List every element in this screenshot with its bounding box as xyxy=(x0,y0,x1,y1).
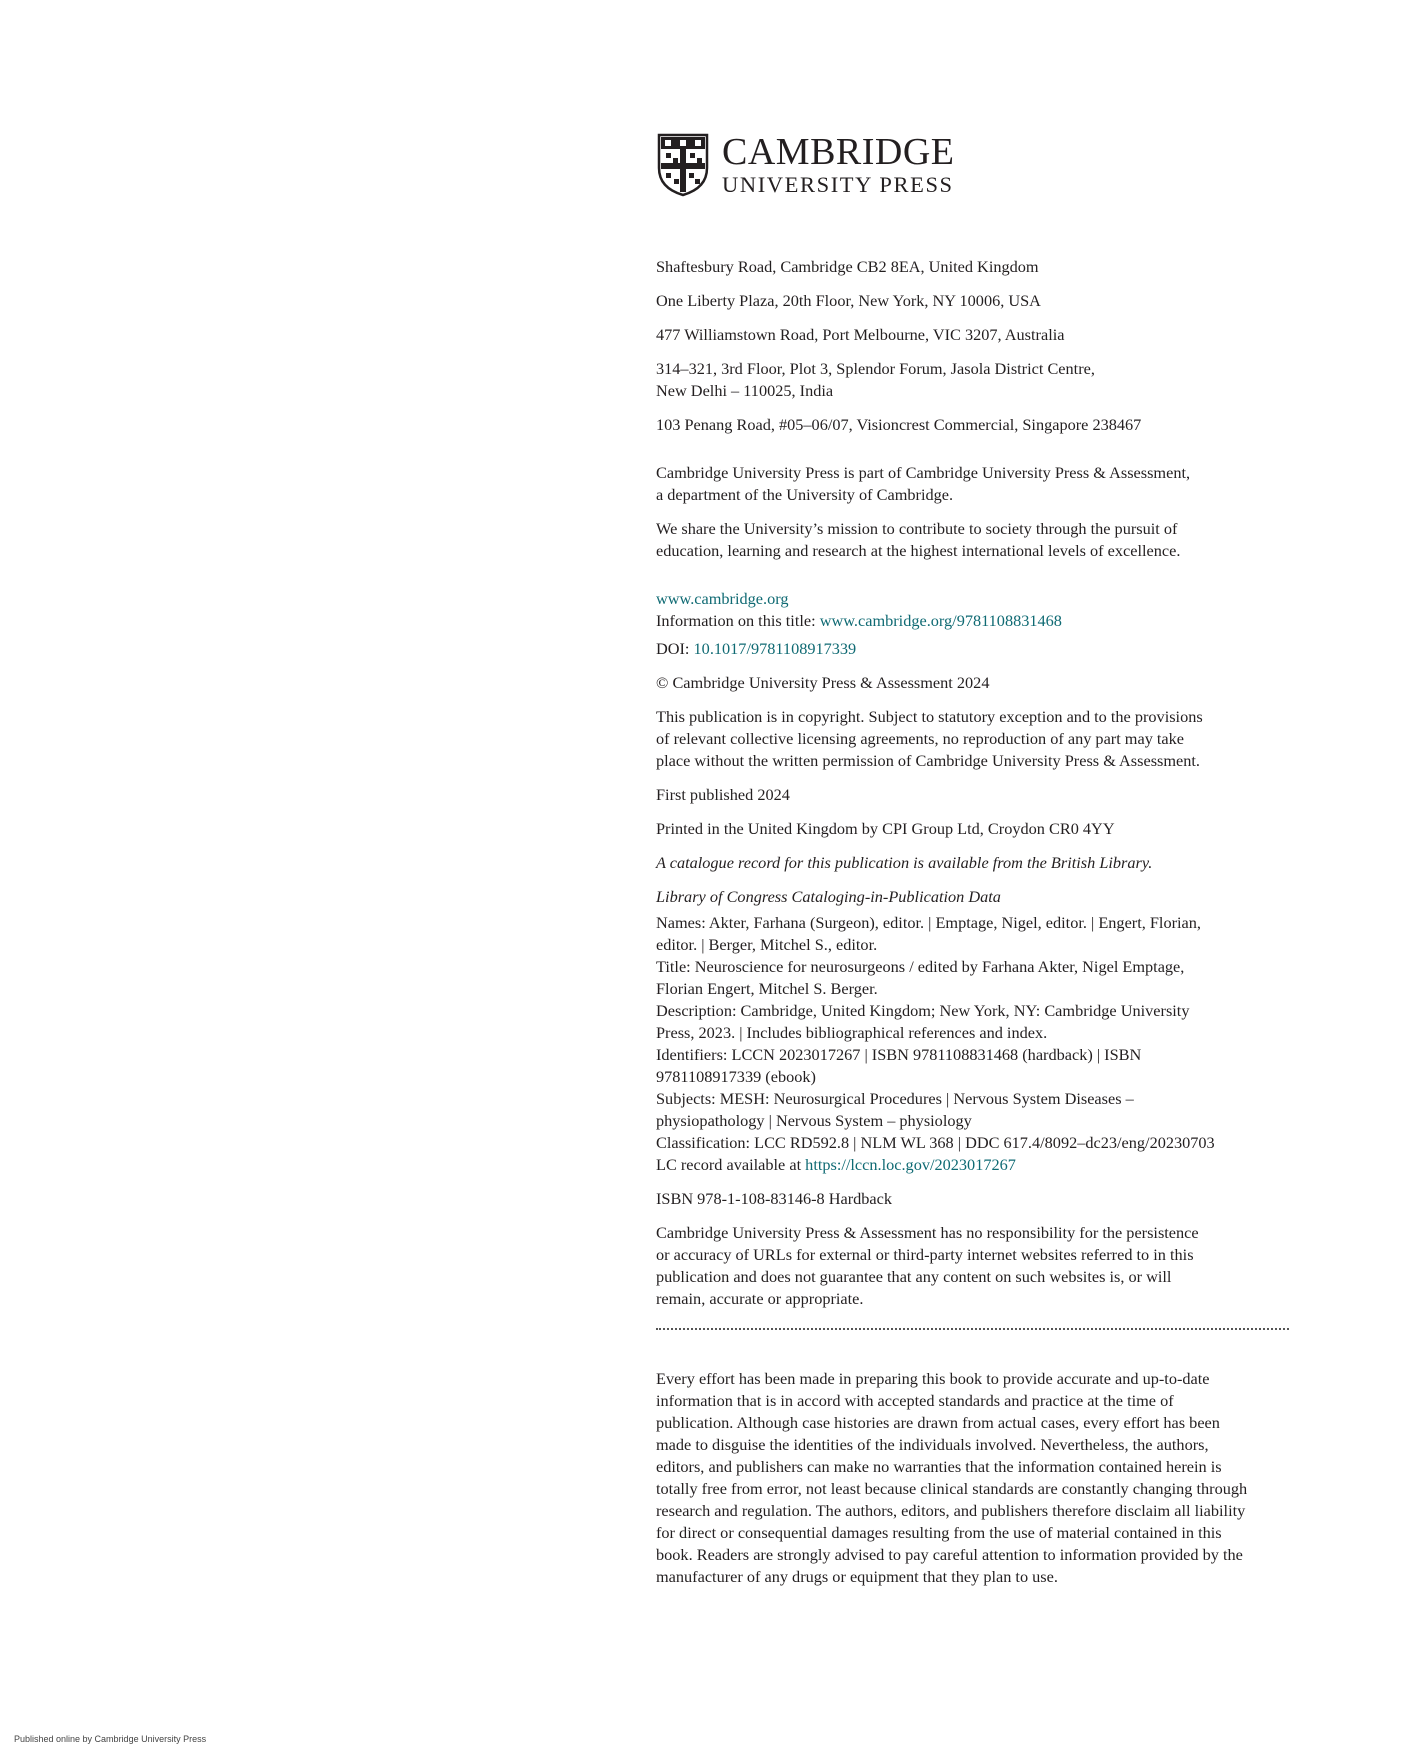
logo-line-2: UNIVERSITY PRESS xyxy=(722,172,954,197)
url-notice-line: or accuracy of URLs for external or third-party internet websites referred to in this xyxy=(656,1245,1194,1264)
about-line: Cambridge University Press is part of Cambridge University Press & Assessment, xyxy=(656,463,1191,482)
doi-link[interactable]: 10.1017/9781108917339 xyxy=(693,639,857,658)
cip-line: Classification: LCC RD592.8 | NLM WL 368 | DDC 617.4/8092–dc23/eng/20230703 xyxy=(656,1133,1215,1152)
address-line: Shaftesbury Road, Cambridge CB2 8EA, United Kingdom xyxy=(656,257,1039,276)
disclaimer-line: research and regulation. The authors, editors, and publishers therefore disclaim all liability xyxy=(656,1501,1246,1520)
url-notice-line: publication and does not guarantee that any content on such websites is, or will xyxy=(656,1267,1172,1286)
cip-line: Identifiers: LCCN 2023017267 | ISBN 9781108831468 (hardback) | ISBN xyxy=(656,1045,1142,1064)
mission-paragraph xyxy=(656,518,1306,562)
address-line: New Delhi – 110025, India xyxy=(656,381,834,400)
printer-line: Printed in the United Kingdom by CPI Group Ltd, Croydon CR0 4YY xyxy=(656,819,1115,838)
url-notice-line: Cambridge University Press & Assessment has no responsibility for the persistence xyxy=(656,1223,1199,1242)
first-published: First published 2024 xyxy=(656,785,790,804)
copyright-page xyxy=(656,132,1306,1588)
rights-line: of relevant collective licensing agreements, no reproduction of any part may take xyxy=(656,729,1185,748)
catalogue-note: A catalogue record for this publication is available from the British Library. xyxy=(656,853,1153,872)
cip-line: Names: Akter, Farhana (Surgeon), editor. | Emptage, Nigel, editor. | Engert, Florian, xyxy=(656,913,1201,932)
doi-label: DOI: xyxy=(656,639,694,658)
cip-line: Florian Engert, Mitchel S. Berger. xyxy=(656,979,878,998)
cip-line: Subjects: MESH: Neurosurgical Procedures | Nervous System Diseases – xyxy=(656,1089,1134,1108)
disclaimer-line: for direct or consequential damages resulting from the use of material contained in this xyxy=(656,1523,1222,1542)
dotted-divider xyxy=(656,1328,1289,1330)
disclaimer-line: information that is in accord with accepted standards and practice at the time of xyxy=(656,1391,1174,1410)
cip-line: Description: Cambridge, United Kingdom; New York, NY: Cambridge University xyxy=(656,1001,1190,1020)
cip-line: Title: Neuroscience for neurosurgeons / edited by Farhana Akter, Nigel Emptage, xyxy=(656,957,1185,976)
cip-line: editor. | Berger, Mitchel S., editor. xyxy=(656,935,878,954)
copyright-line: © Cambridge University Press & Assessment 2024 xyxy=(656,673,990,692)
about-paragraph xyxy=(656,462,1306,506)
address-line: 477 Williamstown Road, Port Melbourne, VIC 3207, Australia xyxy=(656,325,1065,344)
isbn-line: ISBN 978-1-108-83146-8 Hardback xyxy=(656,1189,893,1208)
cip-record xyxy=(656,912,1306,1176)
rights-line: place without the written permission of Cambridge University Press & Assessment. xyxy=(656,751,1200,770)
rights-line: This publication is in copyright. Subject to statutory exception and to the provisions xyxy=(656,707,1203,726)
cip-line: physiopathology | Nervous System – physiology xyxy=(656,1111,972,1130)
medical-disclaimer xyxy=(656,1368,1306,1588)
about-section xyxy=(656,462,1306,562)
page-footer: Published online by Cambridge University Press xyxy=(14,1734,207,1744)
disclaimer-line: book. Readers are strongly advised to pay careful attention to information provided by the xyxy=(656,1545,1243,1564)
web-links xyxy=(656,588,1306,660)
lc-label: LC record available at xyxy=(656,1155,806,1174)
lc-record-link[interactable]: https://lccn.loc.gov/2023017267 xyxy=(805,1155,1016,1174)
website-link[interactable]: www.cambridge.org xyxy=(656,589,789,608)
url-notice xyxy=(656,1222,1306,1310)
mission-line: We share the University’s mission to contribute to society through the pursuit of xyxy=(656,519,1178,538)
disclaimer-line: editors, and publishers can make no warranties that the information contained herein is xyxy=(656,1457,1222,1476)
address-line: One Liberty Plaza, 20th Floor, New York, NY 10006, USA xyxy=(656,291,1041,310)
address-line: 314–321, 3rd Floor, Plot 3, Splendor Forum, Jasola District Centre, xyxy=(656,359,1095,378)
rights-paragraph xyxy=(656,706,1306,772)
logo-line-1: CAMBRIDGE xyxy=(722,131,955,173)
title-info-link[interactable]: www.cambridge.org/9781108831468 xyxy=(819,611,1062,630)
cambridge-shield-icon xyxy=(656,132,710,198)
cip-line: Press, 2023. | Includes bibliographical references and index. xyxy=(656,1023,1048,1042)
disclaimer-line: Every effort has been made in preparing this book to provide accurate and up-to-date xyxy=(656,1369,1210,1388)
cip-line: 9781108917339 (ebook) xyxy=(656,1067,816,1086)
address-block xyxy=(656,358,1306,402)
mission-line: education, learning and research at the highest international levels of excellence. xyxy=(656,541,1181,560)
about-line: a department of the University of Cambridge. xyxy=(656,485,954,504)
disclaimer-line: publication. Although case histories are drawn from actual cases, every effort has been xyxy=(656,1413,1220,1432)
disclaimer-line: manufacturer of any drugs or equipment that they plan to use. xyxy=(656,1567,1058,1586)
cip-heading: Library of Congress Cataloging-in-Publication Data xyxy=(656,887,1001,906)
disclaimer-line: totally free from error, not least because clinical standards are constantly changing through xyxy=(656,1479,1248,1498)
publisher-logo xyxy=(656,132,1306,198)
info-label: Information on this title: xyxy=(656,611,820,630)
address-line: 103 Penang Road, #05–06/07, Visioncrest Commercial, Singapore 238467 xyxy=(656,415,1142,434)
disclaimer-line: made to disguise the identities of the individuals involved. Nevertheless, the authors, xyxy=(656,1435,1209,1454)
url-notice-line: remain, accurate or appropriate. xyxy=(656,1289,864,1308)
publisher-addresses xyxy=(656,256,1306,436)
